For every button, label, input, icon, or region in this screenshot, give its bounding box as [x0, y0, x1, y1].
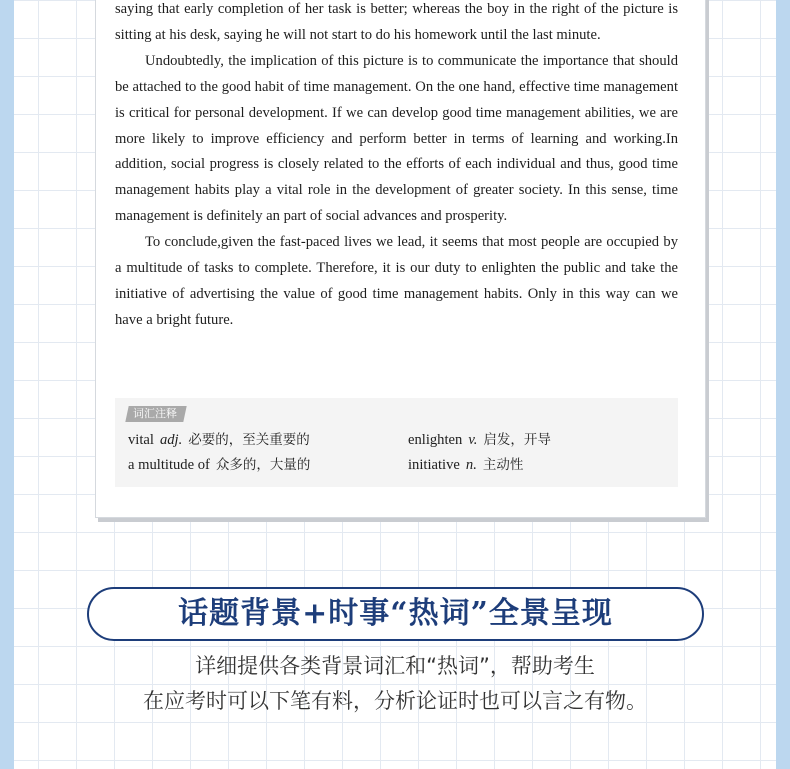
- vocab-row-1: [128, 428, 668, 452]
- feature-description-line-1: 详细提供各类背景词汇和“热词”，帮助考生: [195, 654, 595, 678]
- feature-banner-title: 话题背景+时事“热词”全景呈现: [178, 596, 613, 631]
- vocabulary-notes-tag: 词汇注释: [125, 406, 186, 422]
- vocab-item-enlighten: [408, 428, 551, 452]
- vocab-meaning: 主动性: [482, 457, 524, 473]
- vocab-meaning: 众多的，大量的: [215, 457, 311, 473]
- vocab-pos: adj.: [159, 432, 183, 448]
- vocab-meaning: 必要的，至关重要的: [188, 432, 310, 448]
- vocabulary-notes-box: [115, 398, 678, 487]
- vocab-item-vital: [128, 428, 310, 452]
- vocab-meaning: 启发，开导: [483, 432, 551, 448]
- vocab-pos: v.: [468, 432, 478, 448]
- essay-paragraph-2: Undoubtedly, the implication of this picture is to communicate the importance that should be attached to the good habit of time management. On the one hand, effective time management is critical for personal development. If we can develop good time management abilities, we are more likely to improve efficiency and perform better in terms of learning and working.In addition, social progress is closely related to the efforts of each individual and thus, good time management habits play a vital role in the development of greater society. In this sense, time management is definitely an part of social advances and prosperity.: [115, 52, 678, 225]
- essay-paragraph-3: To conclude,given the fast-paced lives we lead, it seems that most people are occupied by a multitude of tasks to complete. Therefore, it is our duty to enlighten the public and take the initiative of advertising the value of good time management habits. Only in this way can we have a bright future.: [115, 234, 678, 328]
- feature-description-line-2: 在应考时可以下笔有料，分析论证时也可以言之有物。: [143, 689, 647, 713]
- book-page: [95, 0, 706, 518]
- feature-banner: [87, 587, 704, 641]
- vocab-row-2: [128, 453, 668, 477]
- vocab-word: vital: [128, 432, 154, 448]
- vocab-word: a multitude of: [128, 457, 210, 473]
- vocab-word: initiative: [408, 457, 460, 473]
- vocab-item-initiative: [408, 453, 523, 477]
- essay-paragraph-1: saying that early completion of her task is better; whereas the boy in the right of the picture is sitting at his desk, saying he will not start to do his homework until the last minute.: [115, 1, 678, 43]
- vocab-item-a-multitude-of: [128, 453, 310, 477]
- vocab-pos: n.: [465, 457, 477, 473]
- essay-text: [115, 0, 678, 334]
- vocab-word: enlighten: [408, 432, 463, 448]
